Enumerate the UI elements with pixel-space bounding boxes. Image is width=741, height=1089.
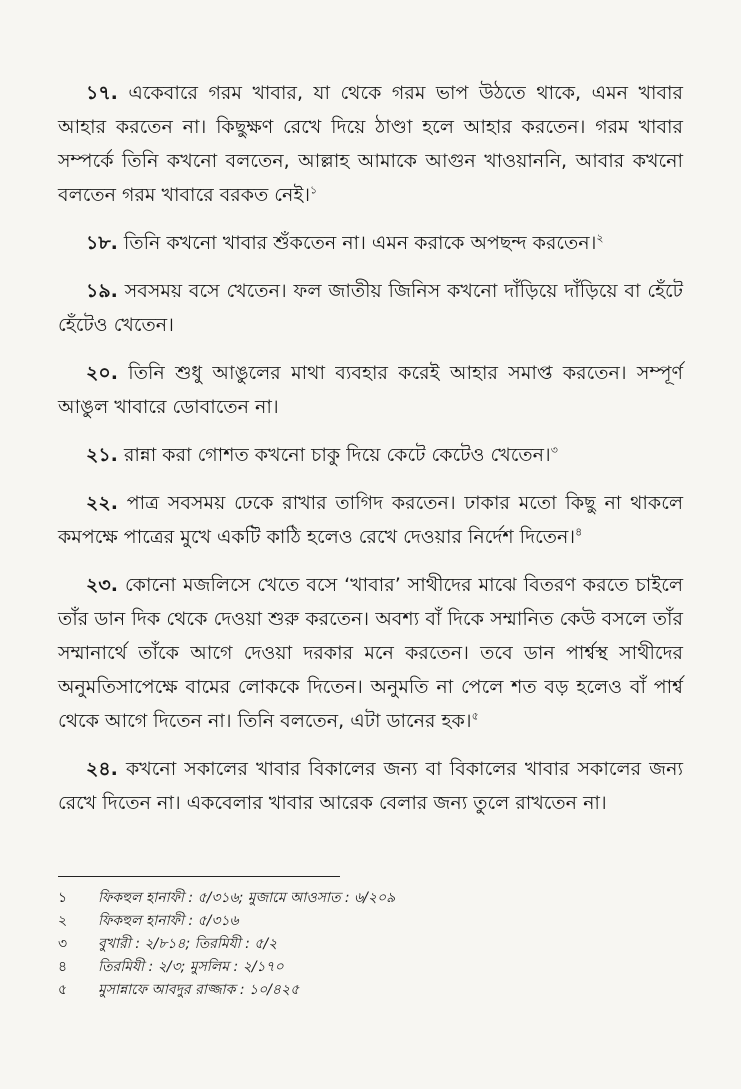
paragraph-text: তিনি কখনো খাবার শুঁকতেন না। এমন করাকে অপছন্দ করতেন।: [117, 232, 597, 254]
footnote-item: [58, 887, 683, 910]
paragraph-text: তিনি শুধু আঙুলের মাথা ব্যবহার করেই আহার সমাপ্ত করতেন। সম্পূর্ণ আঙুল খাবারে ডোবাতেন না।: [58, 362, 683, 418]
footnote-text: ফিকহুল হানাফী : ৫/৩১৬: [98, 913, 239, 929]
footnote-ref: ৪: [575, 525, 583, 539]
footnote-number: ৩: [58, 936, 68, 952]
paragraph-21: [58, 438, 683, 472]
item-number: ১৮.: [86, 232, 118, 254]
footnote-number: ৪: [58, 959, 68, 975]
item-number: ২৪.: [86, 758, 118, 780]
footnote-divider: [58, 876, 340, 877]
footnote-item: [58, 910, 683, 933]
footnote-text: বুখারী : ২/৮১৪; তিরমিযী : ৫/২: [98, 936, 278, 952]
footnotes: [58, 887, 683, 1002]
paragraph-22: [58, 486, 683, 554]
footnote-ref: ২: [596, 231, 604, 245]
footnote-item: [58, 956, 683, 979]
item-number: ১৭.: [86, 82, 118, 104]
item-number: ২৩.: [86, 574, 118, 596]
footnote-number: ৫: [58, 982, 68, 998]
paragraph-19: [58, 274, 683, 342]
item-number: ১৯.: [86, 280, 118, 302]
footnote-item: [58, 933, 683, 956]
paragraph-24: [58, 752, 683, 820]
paragraph-23: [58, 568, 683, 738]
paragraph-text: কখনো সকালের খাবার বিকালের জন্য বা বিকালের খাবার সকালের জন্য রেখে দিতেন না। একবেলার খাবার আরেক বেলার জন্য তুলে রাখতেন না।: [58, 758, 683, 814]
body-text: [58, 76, 683, 820]
footnote-item: [58, 979, 683, 1002]
item-number: ২১.: [86, 444, 118, 466]
paragraph-text: একেবারে গরম খাবার, যা থেকে গরম ভাপ উঠতে থাকে, এমন খাবার আহার করতেন না। কিছুক্ষণ রেখে দিয়ে ঠাণ্ডা হলে আহার করতেন। গরম খাবার সম্পর্কে তিনি কখনো বলতেন, আল্লাহ আমাকে আগুন খাওয়াননি, আবার কখনো বলতেন গরম খাবারে বরকত নেই।: [58, 82, 683, 206]
footnote-number: ২: [58, 913, 68, 929]
paragraph-text: সবসময় বসে খেতেন। ফল জাতীয় জিনিস কখনো দাঁড়িয়ে দাঁড়িয়ে বা হেঁটে হেঁটেও খেতেন।: [58, 280, 683, 336]
footnote-ref: ১: [310, 183, 318, 197]
item-number: ২২.: [86, 492, 118, 514]
paragraph-20: [58, 356, 683, 424]
footnote-text: মুসান্নাফে আবদুর রাজ্জাক : ১০/৪২৫: [98, 982, 300, 998]
footnote-ref: ৩: [550, 443, 558, 457]
footnote-text: ফিকহুল হানাফী : ৫/৩১৬; মুজামে আওসাত : ৬/২০৯: [98, 890, 396, 906]
footnote-ref: ৫: [471, 709, 479, 723]
paragraph-text: পাত্র সবসময় ঢেকে রাখার তাগিদ করতেন। ঢাকার মতো কিছু না থাকলে কমপক্ষে পাত্রের মুখে একটি কাঠি হলেও রেখে দেওয়ার নির্দেশ দিতেন।: [58, 492, 683, 548]
paragraph-17: [58, 76, 683, 212]
footnote-number: ১: [58, 890, 68, 906]
paragraph-18: [58, 226, 683, 260]
paragraph-text: রান্না করা গোশত কখনো চাকু দিয়ে কেটে কেটেও খেতেন।: [117, 444, 551, 466]
item-number: ২০.: [86, 362, 118, 384]
paragraph-text: কোনো মজলিসে খেতে বসে ‘খাবার’ সাথীদের মাঝে বিতরণ করতে চাইলে তাঁর ডান দিক থেকে দেওয়া শুরু করতেন। অবশ্য বাঁ দিকে সম্মানিত কেউ বসলে তাঁর সম্মানার্থে তাঁকে আগে দেওয়া দরকার মনে করতেন। তবে ডান পার্শ্বস্থ সাথীদের অনুমতিসাপেক্ষে বামের লোককে দিতেন। অনুমতি না পেলে শত বড় হলেও বাঁ পার্শ্ব থেকে আগে দিতেন না। তিনি বলতেন, এটা ডানের হক।: [58, 574, 683, 732]
footnote-text: তিরমিযী : ২/৩; মুসলিম : ২/১৭০: [98, 959, 284, 975]
